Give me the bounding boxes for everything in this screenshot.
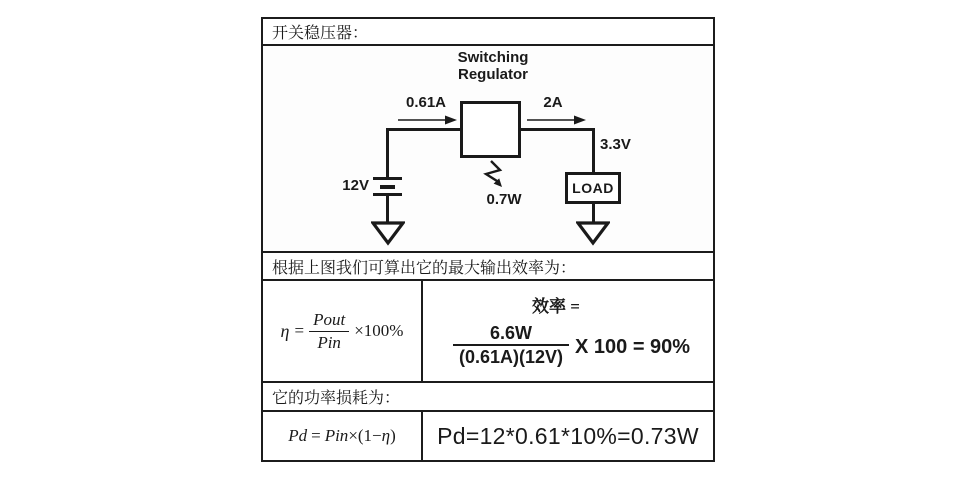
loss-formula-cell [263, 412, 423, 460]
formula-denominator: Pin [317, 332, 341, 352]
input-current-arrow-icon [398, 114, 458, 126]
input-current-label: 0.61A [405, 94, 447, 111]
formula-numerator: Pout [309, 310, 349, 332]
loss-calc-cell [423, 412, 713, 460]
power-loss-arrow-icon [478, 156, 514, 194]
equals-sign: = [294, 321, 305, 340]
regulator-box [460, 101, 521, 158]
formula-multiplier: ×100% [354, 321, 404, 340]
calc-numerator: 6.6W [453, 323, 569, 346]
output-current-arrow-icon [527, 114, 587, 126]
load-wire-vertical [592, 128, 595, 174]
pd-symbol: Pd [288, 426, 308, 445]
efficiency-formula [281, 310, 404, 353]
efficiency-calc-cell [423, 281, 713, 381]
loss-formula [288, 426, 396, 446]
efficiency-row [263, 281, 713, 383]
loss-end: ) [390, 426, 396, 445]
loss-mid: ×(1− [348, 426, 382, 445]
efficiency-formula-cell [263, 281, 423, 381]
battery-plate-short [380, 185, 395, 189]
regulator-title-line2: Regulator [457, 66, 528, 83]
calc-denominator: (0.61A)(12V) [458, 347, 564, 367]
formula-fraction [309, 310, 349, 353]
load-label: LOAD [572, 180, 614, 196]
output-wire [520, 128, 595, 131]
loss-row [263, 412, 713, 460]
ground-icon-left [371, 221, 405, 246]
regulator-title [423, 49, 563, 83]
input-wire [386, 128, 463, 131]
efficiency-caption: 根据上图我们可算出它的最大输出效率为： [272, 259, 577, 277]
source-voltage-label: 12V [342, 177, 369, 194]
loss-calc-text: Pd=12*0.61*10%=0.73W [437, 422, 699, 449]
loss-caption: 它的功率损耗为： [272, 390, 401, 407]
efficiency-result: X 100 = 90% [575, 336, 691, 358]
efficiency-caption-row [263, 253, 713, 281]
efficiency-heading: 效率 = [532, 297, 580, 316]
power-loss-label: 0.7W [486, 191, 522, 208]
ground-icon-right [576, 221, 610, 246]
battery-plate-long-top [373, 177, 402, 180]
pin-symbol: Pin [324, 426, 349, 445]
table-title-row [263, 19, 713, 46]
circuit-diagram [263, 46, 713, 253]
table-title: 开关稳压器： [272, 25, 369, 42]
efficiency-calc-fraction [453, 323, 569, 367]
output-voltage-label: 3.3V [600, 136, 631, 153]
battery-ground-stub [386, 196, 389, 223]
loss-caption-row [263, 383, 713, 412]
source-wire-vertical [386, 128, 389, 177]
regulator-title-line1: Switching [457, 49, 529, 66]
output-current-label: 2A [543, 94, 563, 111]
loss-eta: η [381, 426, 391, 445]
eta-symbol: η [280, 320, 290, 341]
load-box [565, 172, 621, 204]
regulator-table [261, 17, 715, 462]
loss-equals: = [311, 426, 321, 445]
